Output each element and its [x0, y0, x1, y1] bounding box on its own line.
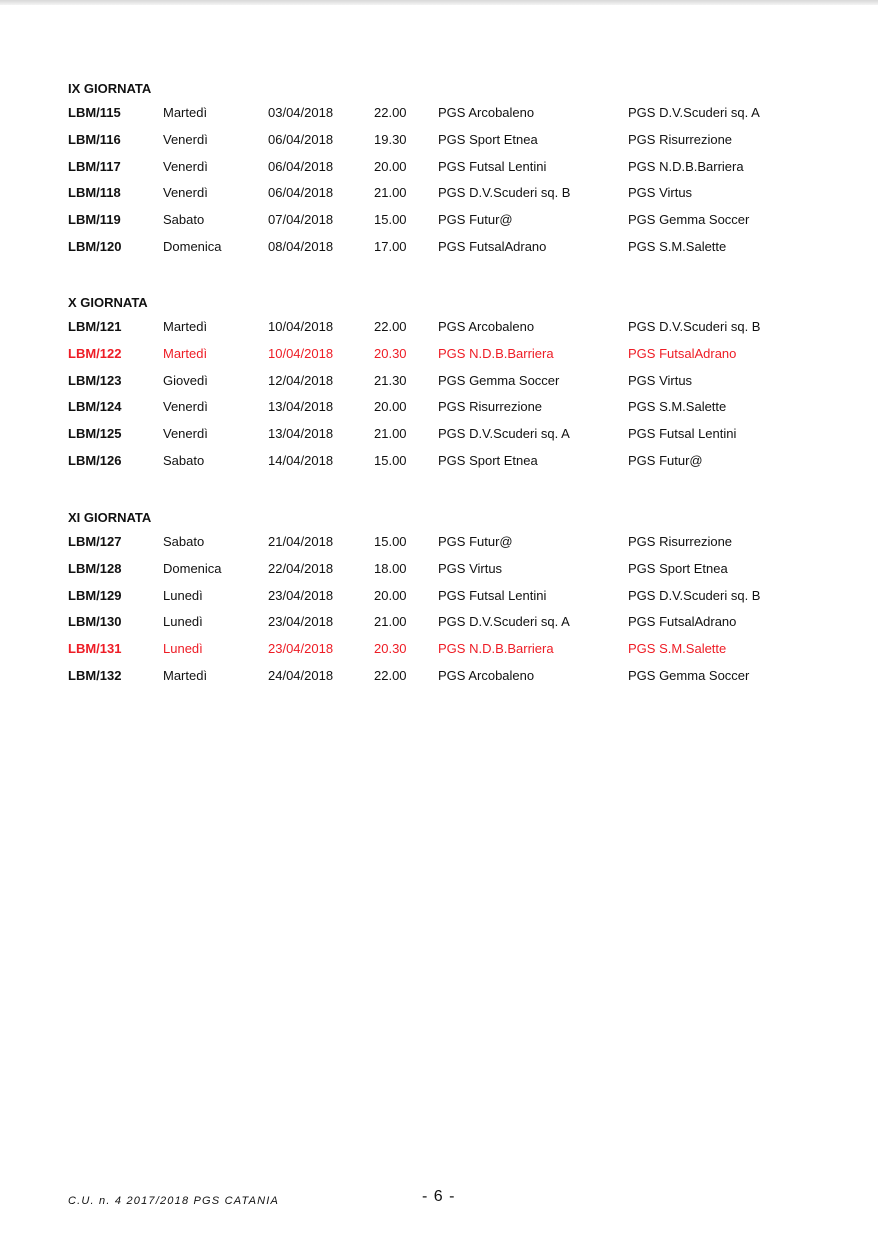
match-code: LBM/125: [68, 426, 122, 441]
away-team: PGS FutsalAdrano: [628, 614, 737, 629]
home-team: PGS Futur@: [438, 212, 513, 227]
home-team: PGS Arcobaleno: [438, 105, 535, 120]
home-team: PGS D.V.Scuderi sq. A: [438, 426, 570, 441]
away-team: PGS Futsal Lentini: [628, 426, 737, 441]
match-code: LBM/123: [68, 373, 122, 388]
home-team: PGS Arcobaleno: [438, 668, 535, 683]
match-code: LBM/126: [68, 453, 122, 468]
match-day: Domenica: [163, 561, 222, 576]
match-day: Giovedì: [163, 373, 208, 388]
home-team: PGS Futur@: [438, 534, 513, 549]
match-time: 22.00: [374, 668, 407, 683]
match-row: [0, 184, 878, 202]
match-time: 20.00: [374, 588, 407, 603]
match-date: 03/04/2018: [268, 105, 334, 120]
match-day: Sabato: [163, 453, 205, 468]
match-day: Lunedì: [163, 614, 203, 629]
match-date: 22/04/2018: [268, 561, 334, 576]
away-team: PGS Gemma Soccer: [628, 212, 750, 227]
home-team: PGS N.D.B.Barriera: [438, 346, 554, 361]
away-team: PGS Virtus: [628, 373, 693, 388]
match-date: 13/04/2018: [268, 399, 334, 414]
section-title: XI GIORNATA: [68, 510, 152, 525]
match-row: [0, 587, 878, 605]
match-day: Venerdì: [163, 185, 208, 200]
match-day: Martedì: [163, 105, 208, 120]
match-day: Martedì: [163, 346, 208, 361]
match-time: 20.30: [374, 641, 407, 656]
match-code: LBM/119: [68, 212, 121, 227]
match-code: LBM/115: [68, 105, 121, 120]
match-day: Lunedì: [163, 641, 203, 656]
match-code: LBM/131: [68, 641, 122, 656]
home-team: PGS Virtus: [438, 561, 503, 576]
away-team: PGS S.M.Salette: [628, 239, 727, 254]
match-code: LBM/120: [68, 239, 122, 254]
match-row: [0, 560, 878, 578]
match-date: 06/04/2018: [268, 185, 334, 200]
match-day: Domenica: [163, 239, 222, 254]
home-team: PGS Risurrezione: [438, 399, 543, 414]
match-row: [0, 372, 878, 390]
section-title: IX GIORNATA: [68, 81, 152, 96]
match-row: [0, 211, 878, 229]
match-day: Lunedì: [163, 588, 203, 603]
home-team: PGS D.V.Scuderi sq. A: [438, 614, 570, 629]
away-team: PGS Sport Etnea: [628, 561, 728, 576]
away-team: PGS D.V.Scuderi sq. B: [628, 319, 761, 334]
match-code: LBM/118: [68, 185, 121, 200]
match-row: [0, 667, 878, 685]
match-code: LBM/124: [68, 399, 122, 414]
match-date: 23/04/2018: [268, 641, 334, 656]
match-date: 14/04/2018: [268, 453, 334, 468]
match-row: [0, 398, 878, 416]
match-row: [0, 640, 878, 658]
match-time: 21.00: [374, 426, 407, 441]
match-time: 19.30: [374, 132, 407, 147]
match-day: Venerdì: [163, 159, 208, 174]
match-day: Sabato: [163, 534, 205, 549]
away-team: PGS Futur@: [628, 453, 703, 468]
away-team: PGS S.M.Salette: [628, 641, 727, 656]
match-day: Martedì: [163, 319, 208, 334]
match-row: [0, 533, 878, 551]
match-code: LBM/132: [68, 668, 122, 683]
match-date: 06/04/2018: [268, 132, 334, 147]
match-time: 20.30: [374, 346, 407, 361]
match-date: 10/04/2018: [268, 346, 334, 361]
match-code: LBM/121: [68, 319, 122, 334]
match-code: LBM/130: [68, 614, 122, 629]
match-date: 23/04/2018: [268, 588, 334, 603]
home-team: PGS Arcobaleno: [438, 319, 535, 334]
match-time: 20.00: [374, 159, 407, 174]
match-code: LBM/128: [68, 561, 122, 576]
match-day: Sabato: [163, 212, 205, 227]
match-time: 20.00: [374, 399, 407, 414]
match-date: 06/04/2018: [268, 159, 334, 174]
match-code: LBM/129: [68, 588, 122, 603]
match-code: LBM/122: [68, 346, 122, 361]
match-time: 18.00: [374, 561, 407, 576]
away-team: PGS D.V.Scuderi sq. B: [628, 588, 761, 603]
home-team: PGS Sport Etnea: [438, 453, 538, 468]
match-row: [0, 131, 878, 149]
match-code: LBM/127: [68, 534, 122, 549]
match-row: [0, 613, 878, 631]
match-day: Venerdì: [163, 426, 208, 441]
home-team: PGS Futsal Lentini: [438, 588, 547, 603]
match-day: Venerdì: [163, 132, 208, 147]
away-team: PGS Gemma Soccer: [628, 668, 750, 683]
away-team: PGS D.V.Scuderi sq. A: [628, 105, 760, 120]
home-team: PGS N.D.B.Barriera: [438, 641, 554, 656]
match-time: 21.00: [374, 614, 407, 629]
away-team: PGS Risurrezione: [628, 132, 733, 147]
match-row: [0, 425, 878, 443]
match-date: 23/04/2018: [268, 614, 334, 629]
section-title: X GIORNATA: [68, 295, 148, 310]
match-day: Venerdì: [163, 399, 208, 414]
footer-page-number: - 6 -: [422, 1188, 456, 1205]
match-date: 07/04/2018: [268, 212, 334, 227]
match-day: Martedì: [163, 668, 208, 683]
match-time: 15.00: [374, 453, 407, 468]
match-time: 22.00: [374, 105, 407, 120]
match-date: 10/04/2018: [268, 319, 334, 334]
away-team: PGS Virtus: [628, 185, 693, 200]
match-time: 15.00: [374, 212, 407, 227]
match-time: 15.00: [374, 534, 407, 549]
away-team: PGS Risurrezione: [628, 534, 733, 549]
home-team: PGS Sport Etnea: [438, 132, 538, 147]
match-row: [0, 158, 878, 176]
match-date: 13/04/2018: [268, 426, 334, 441]
page-top-edge: [0, 0, 878, 5]
match-row: [0, 452, 878, 470]
match-time: 22.00: [374, 319, 407, 334]
match-time: 21.00: [374, 185, 407, 200]
match-row: [0, 345, 878, 363]
away-team: PGS S.M.Salette: [628, 399, 727, 414]
match-code: LBM/117: [68, 159, 121, 174]
home-team: PGS Futsal Lentini: [438, 159, 547, 174]
match-row: [0, 104, 878, 122]
match-row: [0, 318, 878, 336]
away-team: PGS FutsalAdrano: [628, 346, 737, 361]
match-date: 08/04/2018: [268, 239, 334, 254]
match-date: 24/04/2018: [268, 668, 334, 683]
match-date: 21/04/2018: [268, 534, 334, 549]
home-team: PGS FutsalAdrano: [438, 239, 547, 254]
match-time: 21.30: [374, 373, 407, 388]
match-row: [0, 238, 878, 256]
match-time: 17.00: [374, 239, 407, 254]
home-team: PGS D.V.Scuderi sq. B: [438, 185, 571, 200]
home-team: PGS Gemma Soccer: [438, 373, 560, 388]
footer-document-ref: C.U. n. 4 2017/2018 PGS CATANIA: [68, 1195, 280, 1207]
away-team: PGS N.D.B.Barriera: [628, 159, 744, 174]
match-date: 12/04/2018: [268, 373, 334, 388]
match-code: LBM/116: [68, 132, 121, 147]
